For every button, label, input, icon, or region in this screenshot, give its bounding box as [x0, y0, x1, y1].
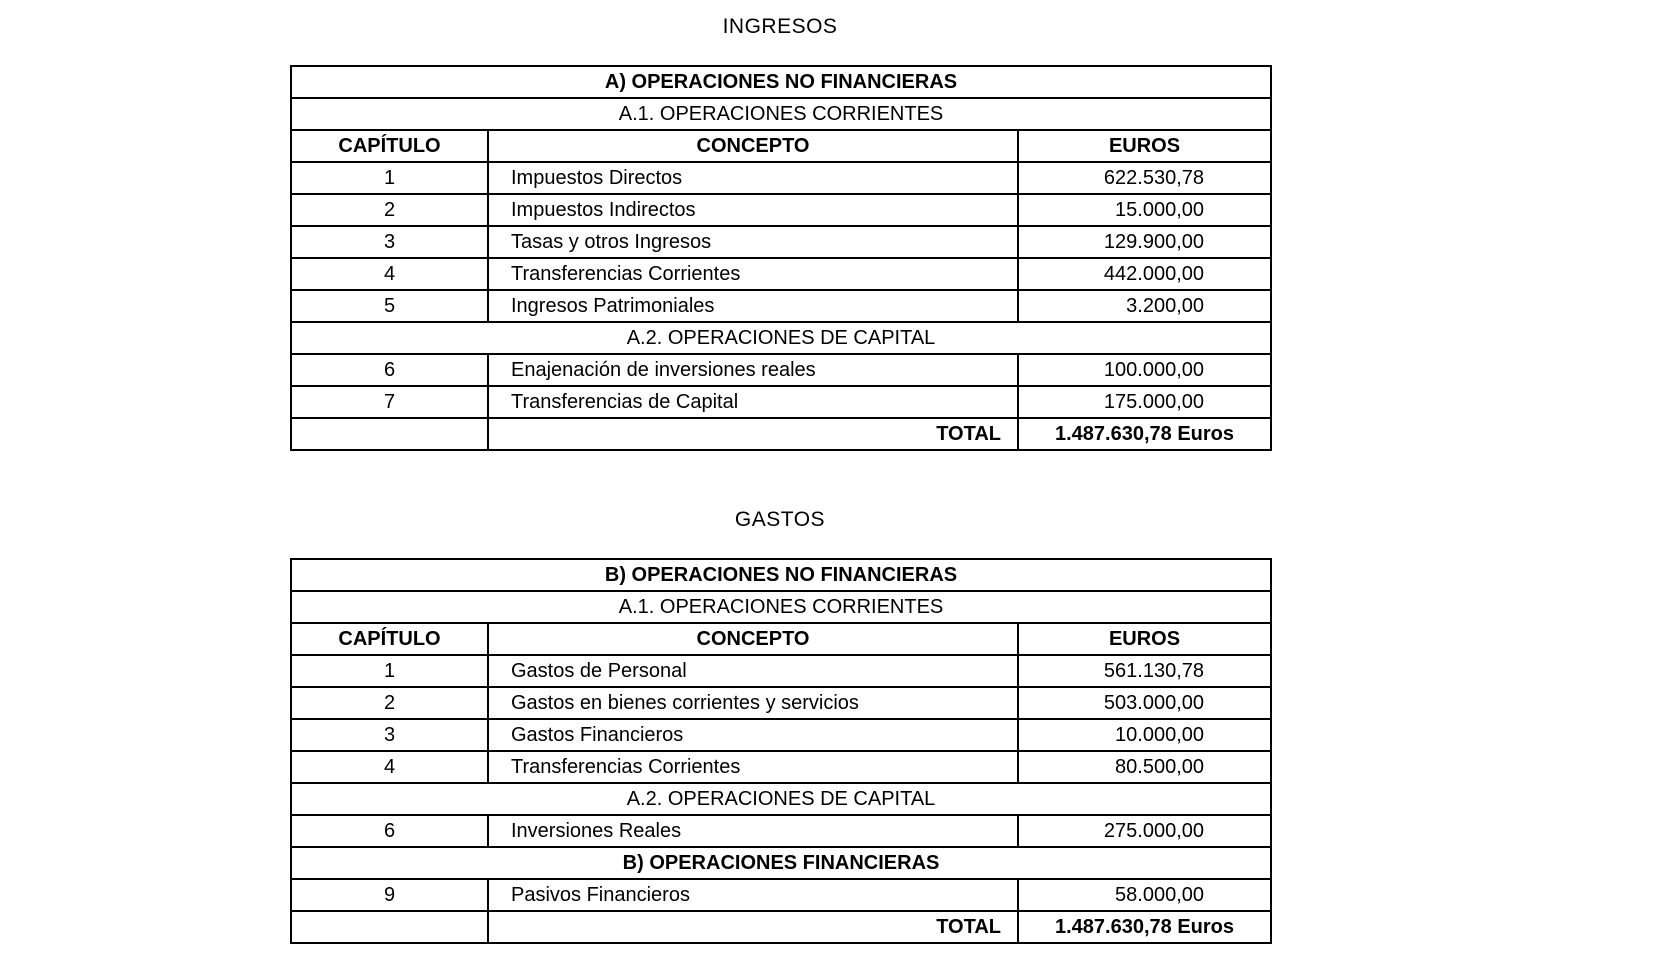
section-header: A.2. OPERACIONES DE CAPITAL: [291, 322, 1271, 354]
table-row: [291, 386, 1271, 418]
total-label: TOTAL: [488, 418, 1018, 450]
concepto-cell: Tasas y otros Ingresos: [488, 226, 1018, 258]
section-header: B) OPERACIONES FINANCIERAS: [291, 847, 1271, 879]
table-row: [291, 623, 1271, 655]
concepto-cell: Pasivos Financieros: [488, 879, 1018, 911]
section-spacer: [290, 451, 1270, 507]
table-row: [291, 879, 1271, 911]
table-row: [291, 130, 1271, 162]
capitulo-cell: 4: [291, 751, 488, 783]
table-row: [291, 322, 1271, 354]
capitulo-cell: 1: [291, 655, 488, 687]
concepto-cell: Transferencias Corrientes: [488, 258, 1018, 290]
table-row: [291, 719, 1271, 751]
euros-cell: 275.000,00: [1018, 815, 1271, 847]
euros-cell: 100.000,00: [1018, 354, 1271, 386]
concepto-cell: Gastos de Personal: [488, 655, 1018, 687]
capitulo-cell: 6: [291, 354, 488, 386]
section-header: A.1. OPERACIONES CORRIENTES: [291, 591, 1271, 623]
euros-cell: 442.000,00: [1018, 258, 1271, 290]
section-header: B) OPERACIONES NO FINANCIERAS: [291, 559, 1271, 591]
column-header-capitulo: CAPÍTULO: [291, 130, 488, 162]
table-row: [291, 783, 1271, 815]
column-header-concepto: CONCEPTO: [488, 130, 1018, 162]
capitulo-cell: 3: [291, 226, 488, 258]
table-row: [291, 258, 1271, 290]
section-header: A.1. OPERACIONES CORRIENTES: [291, 98, 1271, 130]
concepto-cell: Gastos Financieros: [488, 719, 1018, 751]
budget-document: [290, 0, 1270, 944]
table-row: [291, 418, 1271, 450]
table-row: [291, 98, 1271, 130]
capitulo-cell: 3: [291, 719, 488, 751]
gastos-title: GASTOS: [734, 508, 826, 531]
column-header-capitulo: CAPÍTULO: [291, 623, 488, 655]
ingresos-table: [290, 65, 1272, 451]
capitulo-cell: 6: [291, 815, 488, 847]
concepto-cell: Enajenación de inversiones reales: [488, 354, 1018, 386]
euros-cell: 3.200,00: [1018, 290, 1271, 322]
table-row: [291, 226, 1271, 258]
concepto-cell: Gastos en bienes corrientes y servicios: [488, 687, 1018, 719]
euros-cell: 503.000,00: [1018, 687, 1271, 719]
concepto-cell: Transferencias de Capital: [488, 386, 1018, 418]
concepto-cell: Impuestos Indirectos: [488, 194, 1018, 226]
euros-cell: 15.000,00: [1018, 194, 1271, 226]
empty-cell: [291, 418, 488, 450]
euros-cell: 175.000,00: [1018, 386, 1271, 418]
table-row: [291, 354, 1271, 386]
section-header: A) OPERACIONES NO FINANCIERAS: [291, 66, 1271, 98]
column-header-euros: EUROS: [1018, 130, 1271, 162]
column-header-concepto: CONCEPTO: [488, 623, 1018, 655]
capitulo-cell: 1: [291, 162, 488, 194]
gastos-table: [290, 558, 1272, 944]
table-row: [291, 815, 1271, 847]
euros-cell: 561.130,78: [1018, 655, 1271, 687]
concepto-cell: Impuestos Directos: [488, 162, 1018, 194]
table-row: [291, 162, 1271, 194]
concepto-cell: Transferencias Corrientes: [488, 751, 1018, 783]
euros-cell: 129.900,00: [1018, 226, 1271, 258]
table-row: [291, 591, 1271, 623]
euros-cell: 10.000,00: [1018, 719, 1271, 751]
table-row: [291, 66, 1271, 98]
capitulo-cell: 5: [291, 290, 488, 322]
table-row: [291, 847, 1271, 879]
euros-cell: 622.530,78: [1018, 162, 1271, 194]
ingresos-title: INGRESOS: [722, 15, 838, 38]
table-row: [291, 290, 1271, 322]
capitulo-cell: 4: [291, 258, 488, 290]
euros-cell: 80.500,00: [1018, 751, 1271, 783]
table-row: [291, 559, 1271, 591]
section-header: A.2. OPERACIONES DE CAPITAL: [291, 783, 1271, 815]
concepto-cell: Inversiones Reales: [488, 815, 1018, 847]
table-row: [291, 655, 1271, 687]
empty-cell: [291, 911, 488, 943]
capitulo-cell: 9: [291, 879, 488, 911]
table-row: [291, 751, 1271, 783]
capitulo-cell: 2: [291, 194, 488, 226]
table-row: [291, 911, 1271, 943]
capitulo-cell: 7: [291, 386, 488, 418]
total-value: 1.487.630,78 Euros: [1018, 911, 1271, 943]
total-value: 1.487.630,78 Euros: [1018, 418, 1271, 450]
concepto-cell: Ingresos Patrimoniales: [488, 290, 1018, 322]
column-header-euros: EUROS: [1018, 623, 1271, 655]
table-row: [291, 687, 1271, 719]
total-label: TOTAL: [488, 911, 1018, 943]
euros-cell: 58.000,00: [1018, 879, 1271, 911]
table-row: [291, 194, 1271, 226]
capitulo-cell: 2: [291, 687, 488, 719]
